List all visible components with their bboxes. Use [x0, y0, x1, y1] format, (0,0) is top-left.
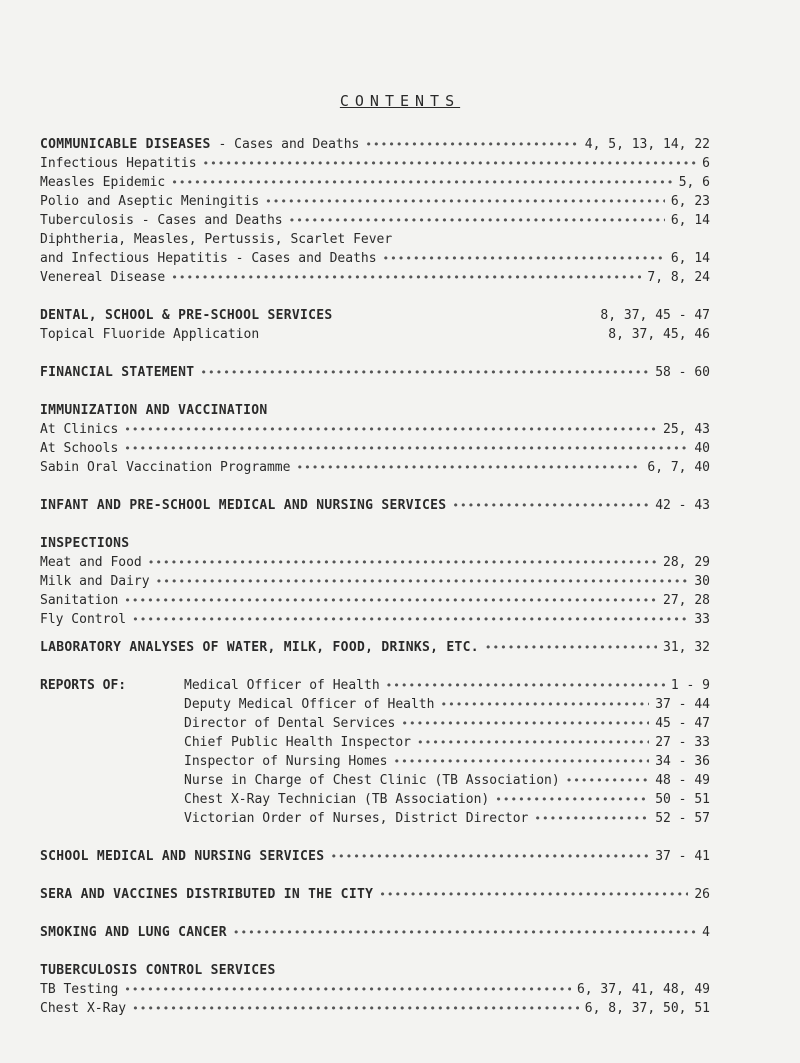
toc-entry[interactable] [184, 716, 710, 736]
toc-entry[interactable] [184, 811, 710, 831]
toc-entry[interactable] [40, 213, 710, 233]
toc-entry[interactable] [40, 327, 710, 347]
entry-label: Fly Control [40, 612, 127, 627]
dot-leader [296, 461, 641, 474]
section-heading: INFANT AND PRE-SCHOOL MEDICAL AND NURSING SERVICES [40, 498, 447, 513]
entry-label: Chest X-Ray [40, 1001, 127, 1016]
section-heading: LABORATORY ANALYSES OF WATER, MILK, FOOD, DRINKS, ETC. [40, 640, 479, 655]
dot-leader [148, 556, 657, 569]
dot-leader [124, 442, 688, 455]
toc-entry[interactable] [40, 422, 710, 442]
page-numbers: 34 - 36 [655, 754, 710, 769]
toc-entry[interactable] [40, 555, 710, 575]
toc-entry [40, 232, 710, 252]
toc-entry[interactable] [40, 612, 710, 632]
dot-leader [485, 641, 657, 654]
entry-label: Nurse in Charge of Chest Clinic (TB Association) [184, 773, 560, 788]
toc-entry[interactable] [40, 156, 710, 176]
dot-leader [289, 214, 665, 227]
page-numbers: 8, 37, 45, 46 [608, 327, 710, 342]
entry-label: At Clinics [40, 422, 119, 437]
page-numbers: 50 - 51 [655, 792, 710, 807]
dot-leader [330, 850, 649, 863]
page-numbers: 58 - 60 [655, 365, 710, 380]
section-heading: IMMUNIZATION AND VACCINATION [40, 403, 268, 418]
page-numbers: 27, 28 [663, 593, 710, 608]
entry-label: Deputy Medical Officer of Health [184, 697, 435, 712]
entry-label: Meat and Food [40, 555, 142, 570]
section-heading: SMOKING AND LUNG CANCER [40, 925, 227, 940]
toc-entry[interactable] [40, 574, 710, 594]
page-numbers: 6, 14 [670, 213, 710, 228]
dot-leader [124, 983, 571, 996]
page-numbers: 4, 5, 13, 14, 22 [584, 137, 710, 152]
toc-entry[interactable] [184, 678, 710, 698]
page-numbers: 1 - 9 [670, 678, 710, 693]
page-numbers: 6 [702, 156, 710, 171]
section-heading-immunization [40, 403, 710, 423]
page-numbers: 6, 8, 37, 50, 51 [584, 1001, 710, 1016]
page-numbers: 6, 7, 40 [647, 460, 710, 475]
section-heading-tb [40, 963, 710, 983]
toc-entry[interactable] [184, 735, 710, 755]
page-numbers: 37 - 41 [655, 849, 710, 864]
dot-leader [124, 423, 657, 436]
toc-entry-sera[interactable] [40, 887, 710, 907]
page-numbers: 52 - 57 [655, 811, 710, 826]
page-title: CONTENTS [339, 92, 461, 110]
dot-leader [534, 812, 649, 825]
toc-entry[interactable] [40, 982, 710, 1002]
toc-entry-communicable-diseases[interactable] [40, 137, 710, 157]
dot-leader [566, 774, 650, 787]
dot-leader [265, 195, 665, 208]
page-numbers: 37 - 44 [655, 697, 710, 712]
entry-label: Tuberculosis - Cases and Deaths [40, 213, 283, 228]
dot-leader [417, 736, 649, 749]
dot-leader [132, 613, 688, 626]
dot-leader [383, 252, 665, 265]
toc-entry-infant[interactable] [40, 498, 710, 518]
dot-leader [379, 888, 688, 901]
entry-label: Topical Fluoride Application [40, 327, 260, 342]
entry-label: Medical Officer of Health [184, 678, 380, 693]
entry-label: Sanitation [40, 593, 119, 608]
toc-entry[interactable] [184, 773, 710, 793]
toc-entry[interactable] [40, 441, 710, 461]
section-heading: SERA AND VACCINES DISTRIBUTED IN THE CITY [40, 887, 374, 902]
dot-leader [124, 594, 657, 607]
toc-entry[interactable] [184, 697, 710, 717]
page-numbers: 25, 43 [663, 422, 710, 437]
dot-leader [365, 138, 578, 151]
toc-entry-school[interactable] [40, 849, 710, 869]
page-numbers: 6, 23 [670, 194, 710, 209]
entry-label: Sabin Oral Vaccination Programme [40, 460, 291, 475]
section-heading: FINANCIAL STATEMENT [40, 365, 195, 380]
section-heading: TUBERCULOSIS CONTROL SERVICES [40, 963, 276, 978]
dot-leader [233, 926, 696, 939]
page-numbers: 31, 32 [663, 640, 710, 655]
dot-leader [203, 157, 697, 170]
entry-label: TB Testing [40, 982, 119, 997]
toc-entry[interactable] [40, 593, 710, 613]
section-heading: INSPECTIONS [40, 536, 130, 551]
page-numbers: 42 - 43 [655, 498, 710, 513]
page-numbers: 8, 37, 45 - 47 [600, 308, 710, 323]
entry-label: At Schools [40, 441, 119, 456]
toc-entry[interactable] [40, 194, 710, 214]
toc-entry[interactable] [40, 270, 710, 290]
entry-label: Milk and Dairy [40, 574, 150, 589]
entry-label: Chest X-Ray Technician (TB Association) [184, 792, 490, 807]
section-heading: SCHOOL MEDICAL AND NURSING SERVICES [40, 849, 325, 864]
dot-leader [386, 679, 665, 692]
entry-label: Director of Dental Services [184, 716, 396, 731]
entry-label: Victorian Order of Nurses, District Director [184, 811, 529, 826]
page-numbers: 33 [694, 612, 710, 627]
page-numbers: 6, 37, 41, 48, 49 [576, 982, 710, 997]
toc-entry-dental[interactable] [40, 308, 710, 328]
section-heading: COMMUNICABLE DISEASES [40, 137, 211, 152]
toc-entry-financial[interactable] [40, 365, 710, 385]
page-numbers: 40 [694, 441, 710, 456]
page-numbers: 48 - 49 [655, 773, 710, 788]
section-heading-rest: - Cases and Deaths [210, 137, 360, 152]
page-numbers: 6, 14 [670, 251, 710, 266]
toc-entry[interactable] [184, 754, 710, 774]
dot-leader [440, 698, 649, 711]
entry-label: Inspector of Nursing Homes [184, 754, 388, 769]
section-heading-reports: REPORTS OF: [40, 678, 127, 693]
dot-leader [171, 271, 641, 284]
page-numbers: 28, 29 [663, 555, 710, 570]
dot-leader [452, 499, 649, 512]
dot-leader [401, 717, 649, 730]
page-numbers: 7, 8, 24 [647, 270, 710, 285]
page-numbers: 30 [694, 574, 710, 589]
toc-entry[interactable] [40, 1001, 710, 1021]
toc-entry[interactable] [40, 251, 710, 271]
dot-leader [200, 366, 649, 379]
page-numbers: 45 - 47 [655, 716, 710, 731]
dot-leader [394, 755, 650, 768]
dot-leader [171, 176, 672, 189]
page-numbers: 5, 6 [678, 175, 710, 190]
entry-label: Polio and Aseptic Meningitis [40, 194, 260, 209]
toc-entry[interactable] [40, 460, 710, 480]
dot-leader [495, 793, 649, 806]
toc-entry-laboratory[interactable] [40, 640, 710, 660]
entry-label: Venereal Disease [40, 270, 166, 285]
page-numbers: 26 [694, 887, 710, 902]
entry-label: Diphtheria, Measles, Pertussis, Scarlet Fever [40, 232, 393, 247]
page-numbers: 27 - 33 [655, 735, 710, 750]
section-heading: DENTAL, SCHOOL & PRE-SCHOOL SERVICES [40, 308, 333, 323]
toc-entry[interactable] [184, 792, 710, 812]
toc-entry[interactable] [40, 175, 710, 195]
entry-label: Measles Epidemic [40, 175, 166, 190]
entry-label: Infectious Hepatitis [40, 156, 197, 171]
toc-entry-smoking[interactable] [40, 925, 710, 945]
entry-label: and Infectious Hepatitis - Cases and Deaths [40, 251, 377, 266]
entry-label: Chief Public Health Inspector [184, 735, 411, 750]
dot-leader [156, 575, 689, 588]
page-numbers: 4 [702, 925, 710, 940]
dot-leader [132, 1002, 579, 1015]
section-heading-inspections [40, 536, 710, 556]
